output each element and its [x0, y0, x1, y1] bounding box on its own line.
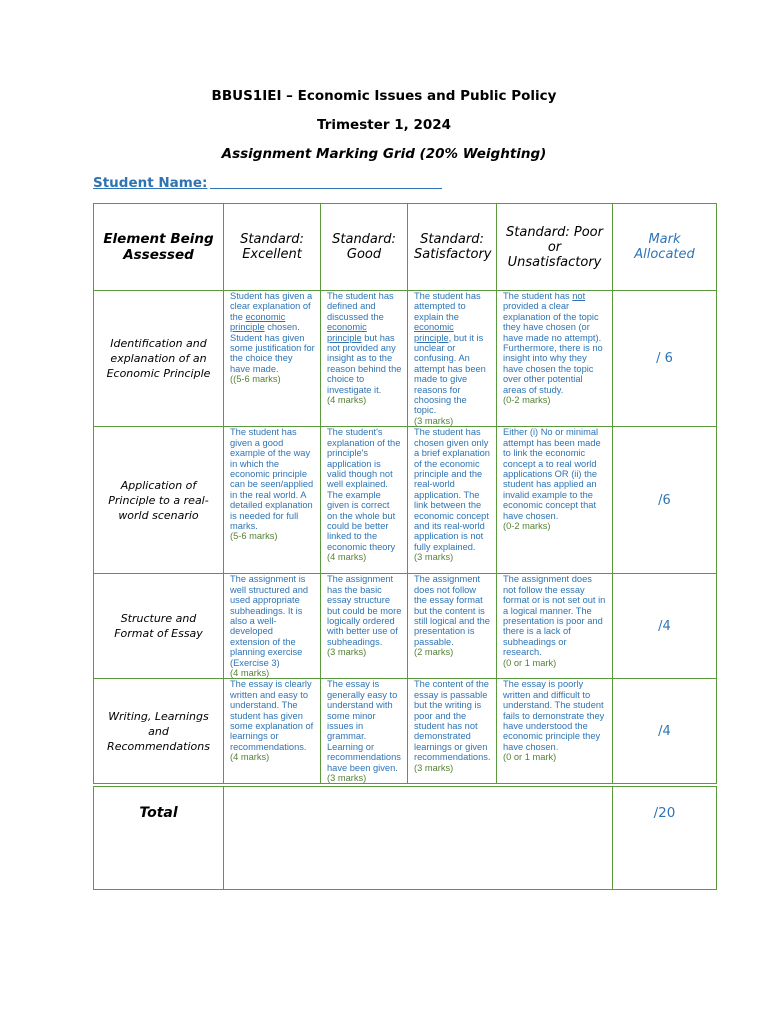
table-row — [94, 679, 717, 786]
descriptor-text: The essay is generally easy to understand with some minor issues in grammar. Learning or recommendations have been given. — [327, 679, 401, 773]
underlined-text: economic principle, — [414, 322, 454, 343]
descriptor-text: The student has attempted to explain the — [414, 291, 481, 322]
marks-range: (3 marks) — [414, 552, 454, 563]
descriptor-text: The assignment does not follow the essay format but the content is still logical and the presentation is passable. — [414, 574, 490, 647]
descriptor-text: The student's explanation of the principle's application is valid though not well explained. The example given is correct on the whole but could be better linked to the economic theory — [327, 427, 401, 552]
underlined-text: not — [572, 291, 586, 301]
descriptor-cell — [408, 574, 497, 679]
descriptor-text: The essay is poorly written and difficult to understand. The student fails to demonstrate they have understood the economic principle they have chosen. — [503, 679, 605, 752]
header-element: Element Being Assessed — [94, 204, 224, 291]
mark-allocated-cell[interactable]: /4 — [613, 679, 717, 786]
course-title: BBUS1IEI – Economic Issues and Public Policy — [211, 88, 557, 104]
marks-range: (0 or 1 mark) — [503, 752, 557, 763]
grid-title: Assignment Marking Grid (20% Weighting) — [221, 146, 547, 162]
descriptor-cell — [408, 291, 497, 427]
header-good: Standard: Good — [321, 204, 408, 291]
descriptor-cell — [224, 427, 321, 574]
descriptor-cell — [224, 574, 321, 679]
marks-range: (4 marks) — [230, 752, 270, 763]
marks-range: (2 marks) — [414, 647, 454, 658]
criterion-cell: Identification and explanation of an Economic Principle — [94, 291, 224, 427]
underlined-text: economic principle — [230, 311, 286, 333]
descriptor-text: The content of the essay is passable but the writing is poor and the student has not demonstrated learnings or given recommendations. — [414, 679, 491, 763]
descriptor-cell — [497, 679, 613, 786]
descriptor-text: but it is unclear or confusing. An attempt has been made to give reasons for choosing the topic. — [414, 332, 486, 416]
descriptor-text: Student has given a clear explanation of the — [230, 291, 313, 322]
header-row — [94, 204, 717, 291]
descriptor-cell — [321, 427, 408, 574]
descriptor-text: The assignment has the basic essay structure but could be more logically ordered with better use of subheadings. — [327, 574, 402, 647]
descriptor-cell — [321, 679, 408, 786]
marks-range: (4 marks) — [230, 667, 270, 678]
header-mark: Mark Allocated — [613, 204, 717, 291]
descriptor-text: The assignment is well structured and used appropriate subheadings. It is also a well-developed extension of the planning exercise (Exercise 3) — [230, 574, 309, 668]
student-name-line[interactable] — [210, 174, 442, 189]
descriptor-text: The student has defined and discussed the — [327, 291, 394, 322]
descriptor-cell — [224, 291, 321, 427]
descriptor-cell — [497, 427, 613, 574]
descriptor-cell — [497, 291, 613, 427]
descriptor-text: The student has — [503, 291, 573, 301]
marking-grid — [93, 203, 717, 890]
table-row — [94, 574, 717, 679]
descriptor-cell — [321, 291, 408, 427]
marks-range: (0-2 marks) — [503, 395, 551, 406]
descriptor-text: The assignment does not follow the essay format or is not set out in a logical manner. The presentation is poor and there is a lack of subheadings or research. — [503, 574, 606, 658]
descriptor-text: The student has given a good example of the way in which the economic principle can be seen/applied in the real world. A detailed explanation is needed for full marks. — [230, 427, 314, 531]
descriptor-text: provided a clear explanation of the topic they have chosen (or have made no attempt). Furthermore, there is no insight into why they have chosen the topic over other potential areas of study. — [503, 301, 603, 395]
table-row — [94, 291, 717, 427]
marks-range: ((5-6 marks) — [230, 374, 281, 385]
marks-range: (4 marks) — [327, 395, 367, 406]
mark-allocated-cell[interactable]: / 6 — [613, 291, 717, 427]
total-value: /20 — [613, 785, 717, 890]
marks-range: (4 marks) — [327, 552, 367, 563]
criterion-cell: Application of Principle to a real-world scenario — [94, 427, 224, 574]
mark-allocated-cell[interactable]: /4 — [613, 574, 717, 679]
total-label: Total — [94, 785, 224, 890]
table-row — [94, 427, 717, 574]
descriptor-text: but has not provided any insight as to the reason behind the choice to investigate it. — [327, 332, 402, 395]
marks-range: (5-6 marks) — [230, 531, 278, 542]
descriptor-text: chosen. Student has given some justification for the choice they have made. — [230, 322, 315, 374]
descriptor-text: The essay is clearly written and easy to understand. The student has given some explanation of learnings or recommendations. — [230, 679, 314, 752]
descriptor-text: The student has chosen given only a brief explanation of the economic principle and the real-world application. The link between the economic concept and its real-world application is not fully explained. — [414, 427, 490, 552]
trimester-heading: Trimester 1, 2024 — [316, 117, 452, 133]
marks-range: (0 or 1 mark) — [503, 657, 557, 668]
marks-range: (3 marks) — [327, 773, 367, 783]
marks-range: (3 marks) — [414, 762, 454, 773]
descriptor-cell — [224, 679, 321, 786]
criterion-cell: Structure and Format of Essay — [94, 574, 224, 679]
marks-range: (3 marks) — [327, 647, 367, 658]
total-row — [94, 785, 717, 890]
criterion-cell: Writing, Learnings and Recommendations — [94, 679, 224, 786]
header-satisfactory: Standard: Satisfactory — [408, 204, 497, 291]
student-name-label: Student Name: — [93, 175, 208, 191]
descriptor-text: Either (i) No or minimal attempt has been made to link the economic concept a to real world applications OR (ii) the student has applied an invalid example to the economic concept that have chosen. — [503, 427, 601, 521]
descriptor-cell — [408, 679, 497, 786]
underlined-text: economic principle — [327, 322, 367, 343]
header-excellent: Standard: Excellent — [224, 204, 321, 291]
header-poor: Standard: Poor or Unsatisfactory — [497, 204, 613, 291]
total-spacer — [224, 785, 613, 890]
marks-range: (0-2 marks) — [503, 520, 551, 531]
descriptor-cell — [321, 574, 408, 679]
descriptor-cell — [497, 574, 613, 679]
descriptor-cell — [408, 427, 497, 574]
marks-range: (3 marks) — [414, 415, 454, 426]
mark-allocated-cell[interactable]: /6 — [613, 427, 717, 574]
student-name-field[interactable] — [93, 174, 442, 191]
